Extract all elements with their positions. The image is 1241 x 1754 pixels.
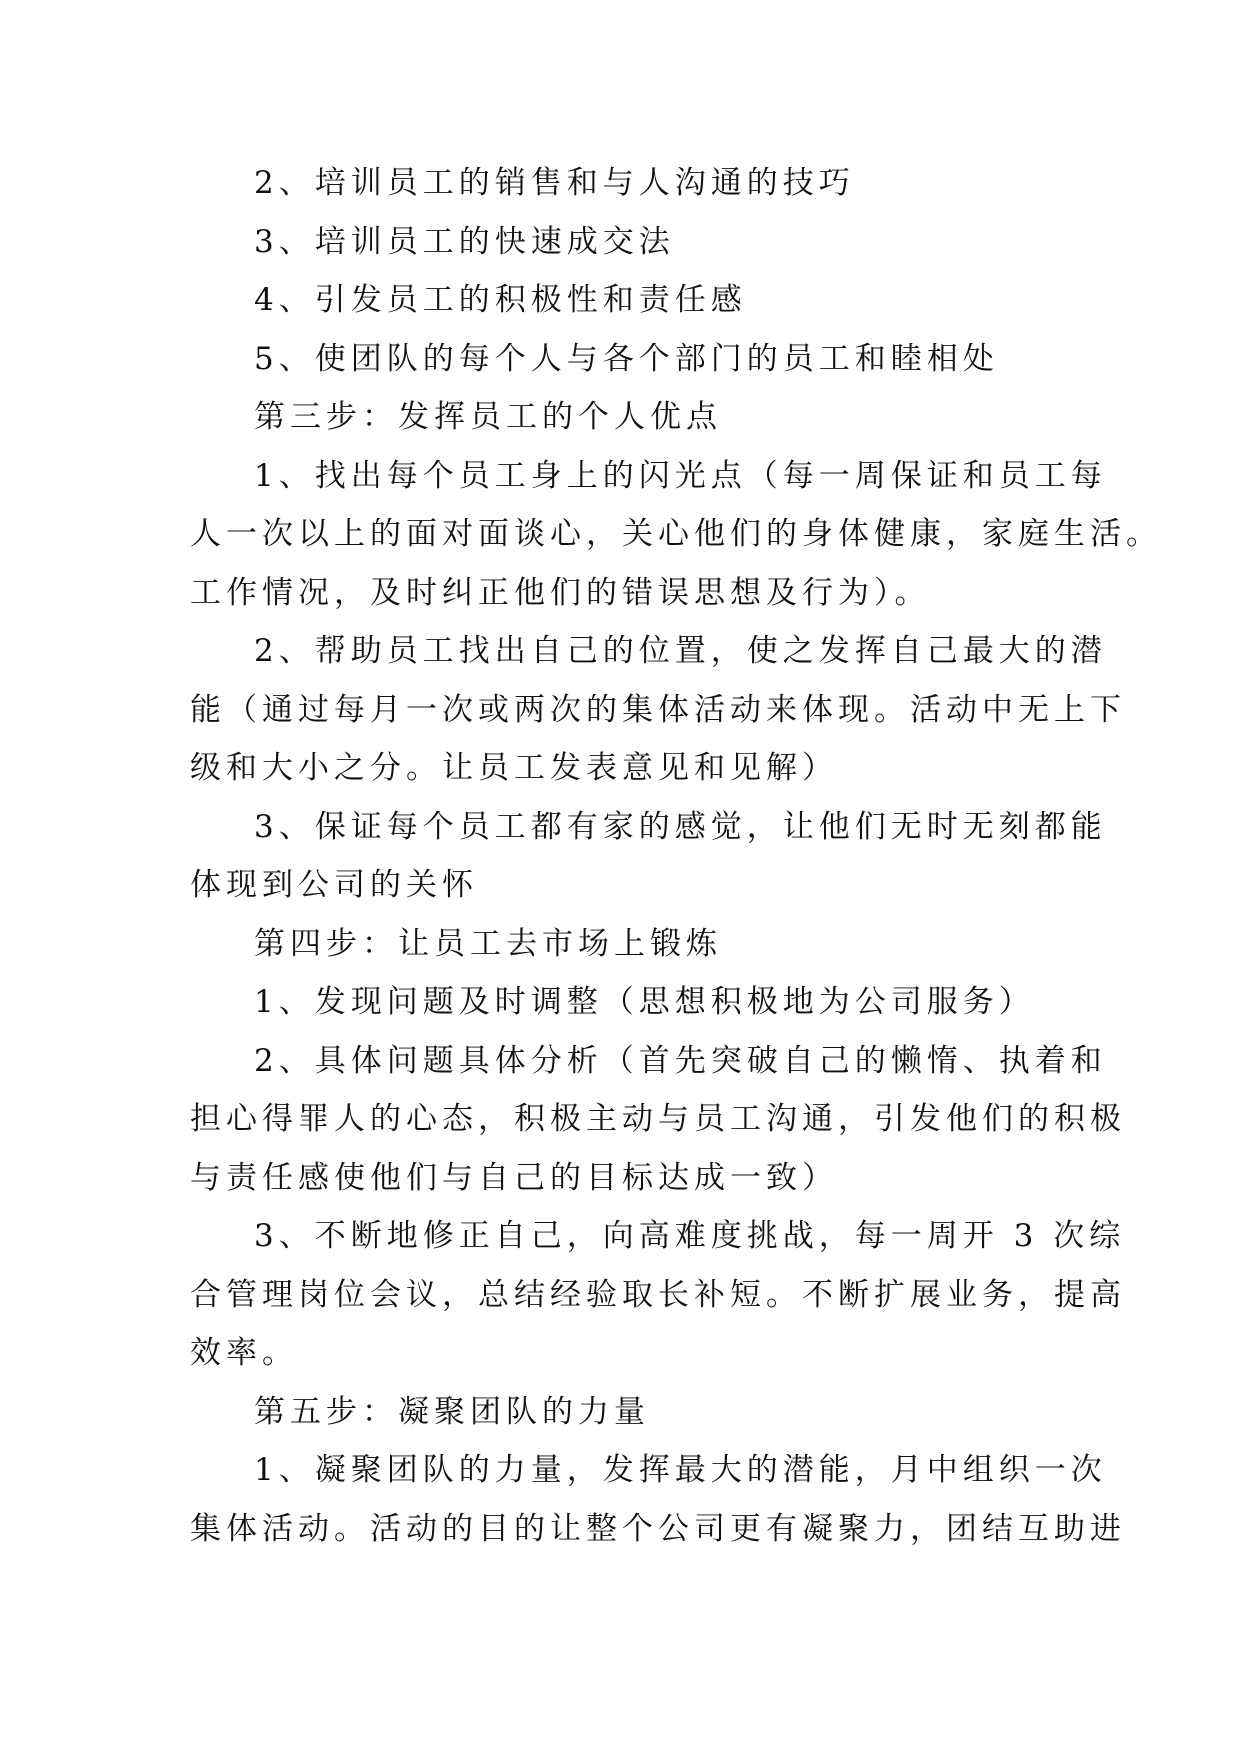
text-line: 4、引发员工的积极性和责任感 (254, 282, 747, 318)
text-line: 3、保证每个员工都有家的感觉，让他们无时无刻都能 (254, 808, 1107, 845)
text-line: 3、培训员工的快速成交法 (254, 223, 675, 260)
text-line: 1、找出每个员工身上的闪光点（每一周保证和员工每 (254, 457, 1107, 494)
text-line: 5、使团队的每个人与各个部门的员工和睦相处 (254, 340, 999, 377)
text-line: 工作情况，及时纠正他们的错误思想及行为）。 (190, 574, 931, 611)
text-line: 2、培训员工的销售和与人沟通的技巧 (254, 165, 855, 201)
text-line: 人一次以上的面对面谈心，关心他们的身体健康，家庭生活。 (190, 516, 1162, 552)
section-heading: 第三步：发挥员工的个人优点 (254, 399, 722, 435)
text-line: 2、帮助员工找出自己的位置，使之发挥自己最大的潜 (254, 633, 1107, 669)
text-line: 担心得罪人的心态，积极主动与员工沟通，引发他们的积极 (190, 1101, 1126, 1137)
text-line: 集体活动。活动的目的让整个公司更有凝聚力，团结互助进 (190, 1510, 1126, 1547)
section-heading: 第四步：让员工去市场上锻炼 (254, 925, 722, 962)
text-line: 1、发现问题及时调整（思想积极地为公司服务） (254, 984, 1035, 1020)
text-line: 1、凝聚团队的力量，发挥最大的潜能，月中组织一次 (254, 1452, 1107, 1488)
text-line: 合管理岗位会议，总结经验取长补短。不断扩展业务，提高 (190, 1276, 1126, 1313)
text-line: 能（通过每月一次或两次的集体活动来体现。活动中无上下 (190, 691, 1126, 728)
text-line: 与责任感使他们与自己的目标达成一致） (190, 1159, 838, 1196)
text-line: 3、不断地修正自己，向高难度挑战，每一周开 3 次综 (254, 1218, 1126, 1254)
text-line: 体现到公司的关怀 (190, 867, 478, 903)
text-line: 2、具体问题具体分析（首先突破自己的懒惰、执着和 (254, 1042, 1107, 1079)
text-line: 级和大小之分。让员工发表意见和见解） (190, 750, 838, 786)
section-heading: 第五步：凝聚团队的力量 (254, 1393, 650, 1430)
document-body (190, 154, 1162, 1558)
text-line: 效率。 (190, 1335, 298, 1371)
